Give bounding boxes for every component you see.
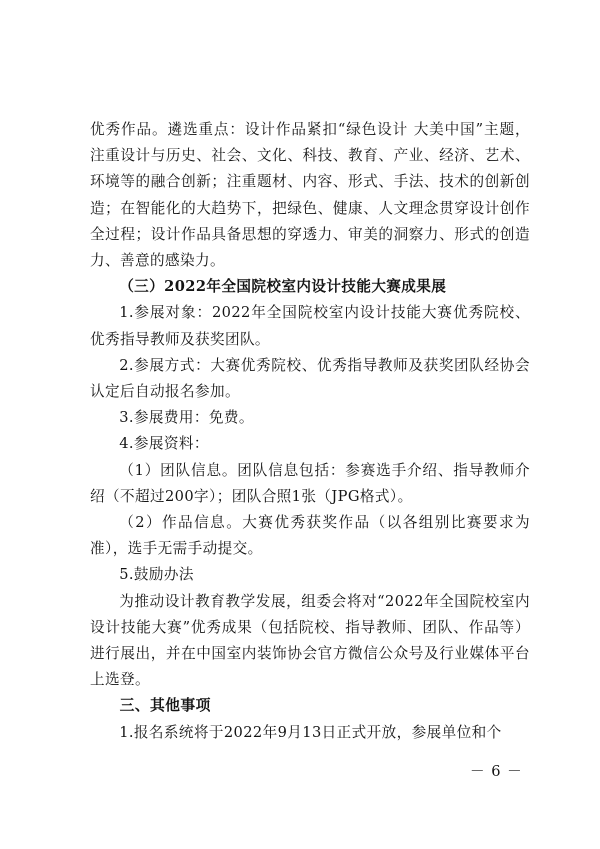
paragraph-registration-system: 1.报名系统将于2022年9月13日正式开放，参展单位和个	[119, 723, 502, 741]
paragraph-incentive-measures: 为推动设计教育教学发展，组委会将对“2022年全国院校室内设计技能大赛”优秀成果（包括院校、指导教师、团队、作品等）进行展出，并在中国室内装饰协会官方微信公众号及行业媒体平台上选登。	[90, 592, 530, 689]
paragraph-exhibition-method: 2.参展方式：大赛优秀院校、优秀指导教师及获奖团队经协会认定后自动报名参加。	[90, 356, 530, 401]
paragraph-incentive-heading: 5.鼓励办法	[119, 566, 194, 584]
section-heading-other-matters: 三、其他事项	[119, 697, 211, 715]
paragraph-exhibition-fee: 3.参展费用：免费。	[119, 409, 254, 427]
subheading-achievement-exhibition: （三）2022年全国院校室内设计技能大赛成果展	[119, 278, 447, 296]
paragraph-selection-focus: 优秀作品。遴选重点：设计作品紧扣“绿色设计 大美中国”主题，注重设计与历史、社会、文化、科技、教育、产业、经济、艺术、环境等的融合创新；注重题材、内容、形式、手法、技术的创新创造；在智能化的大趋势下，把绿色、健康、人文理念贯穿设计创作全过程；设计作品具备思想的穿透力、审美的洞察力、形式的创造力、善意的感染力。	[90, 121, 530, 270]
paragraph-exhibition-target: 1.参展对象：2022年全国院校室内设计技能大赛优秀院校、优秀指导教师及获奖团队。	[90, 304, 530, 348]
document-body	[90, 117, 530, 746]
paragraph-team-info: （1）团队信息。团队信息包括：参赛选手介绍、指导教师介绍（不超过200字）；团队合照1张（JPG格式）。	[90, 461, 530, 505]
paragraph-work-info: （2）作品信息。大赛优秀获奖作品（以各组别比赛要求为准），选手无需手动提交。	[90, 514, 530, 558]
paragraph-exhibition-materials: 4.参展资料：	[119, 435, 209, 453]
page-number: － 6 －	[470, 763, 523, 780]
